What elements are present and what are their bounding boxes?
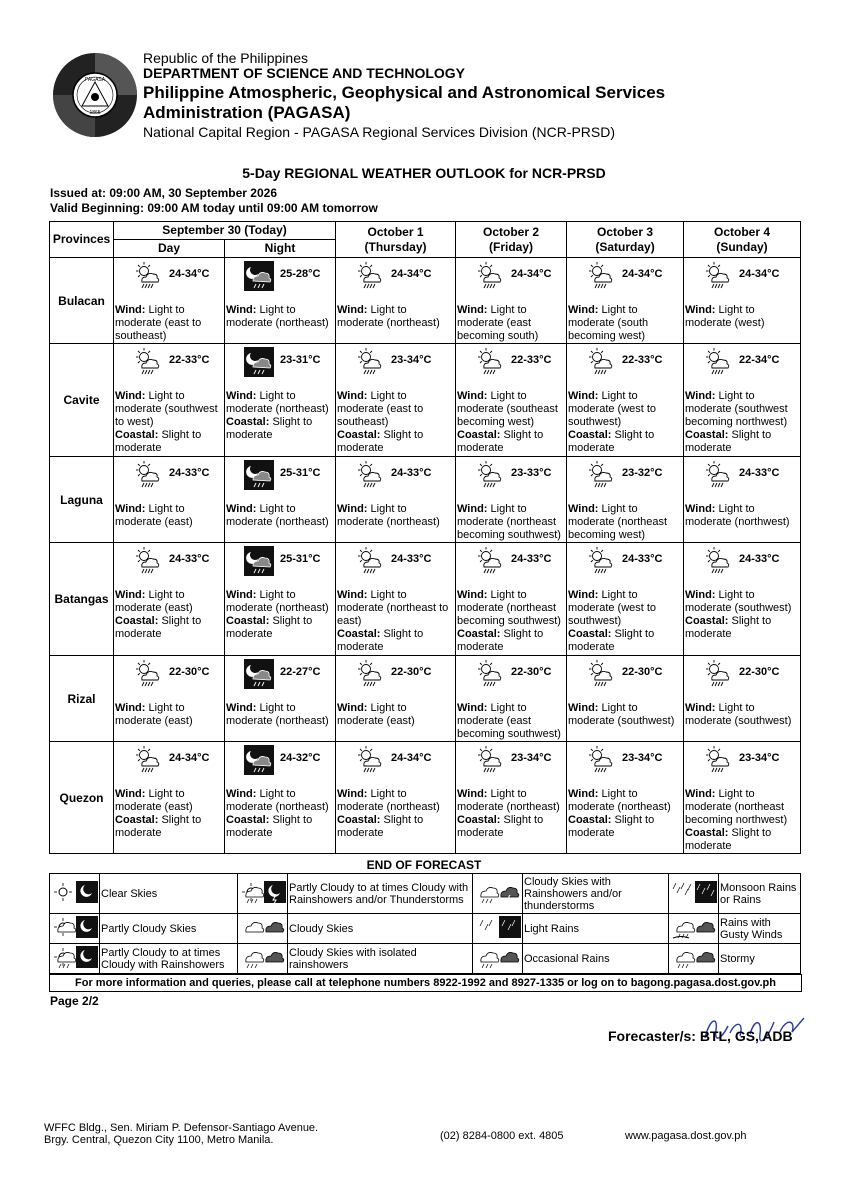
temperature: 23-34°C	[622, 752, 663, 764]
legend-row	[50, 874, 801, 914]
forecast-cell	[456, 457, 567, 543]
legend-table	[49, 873, 801, 974]
coastal-text: Coastal: Slight to moderate	[226, 814, 313, 839]
wind-text: Wind: Light to moderate (northeast)	[226, 702, 329, 727]
wind-text: Wind: Light to moderate (southwest)	[568, 702, 675, 727]
coastal-text: Coastal: Slight to moderate	[568, 429, 655, 454]
page-title: 5-Day REGIONAL WEATHER OUTLOOK for NCR-PRSD	[242, 165, 606, 181]
page-number: Page 2/2	[50, 994, 99, 1008]
header-republic: Republic of the Philippines	[143, 50, 308, 66]
coastal-text: Coastal: Slight to moderate	[337, 628, 424, 653]
temperature: 24-34°C	[169, 268, 210, 280]
coastal-text: Coastal: Slight to moderate	[685, 615, 772, 640]
coastal-text: Coastal: Slight to moderate	[685, 429, 772, 454]
forecast-cell	[336, 543, 456, 656]
temperature: 22-30°C	[391, 666, 432, 678]
coastal-text: Coastal: Slight to moderate	[226, 615, 313, 640]
forecast-cell	[225, 457, 336, 543]
wind-text: Wind: Light to moderate (northwest)	[685, 503, 790, 528]
temperature: 24-33°C	[169, 553, 210, 565]
coastal-text: Coastal: Slight to moderate	[568, 628, 655, 653]
wind-text: Wind: Light to moderate (east becoming southwest)	[457, 702, 561, 740]
wind-text: Wind: Light to moderate (northeast becoming west)	[568, 503, 668, 541]
forecast-cell	[456, 656, 567, 742]
forecast-cell	[114, 457, 225, 543]
legend-row	[50, 944, 801, 974]
temperature: 24-34°C	[511, 268, 552, 280]
wind-text: Wind: Light to moderate (northeast)	[226, 304, 329, 329]
wind-text: Wind: Light to moderate (southwest to west)	[115, 390, 218, 428]
rains-gusty-winds-icon	[669, 914, 719, 944]
legend-label: Partly Cloudy to at times Cloudy with Rainshowers and/or Thunderstorms	[288, 874, 473, 914]
partly-cloudy-thunderstorms-icon	[238, 874, 288, 914]
coastal-text: Coastal: Slight to moderate	[115, 814, 202, 839]
temperature: 22-33°C	[511, 354, 552, 366]
cloudy-rainshowers-thunderstorms-icon	[473, 874, 523, 914]
temperature: 23-34°C	[739, 752, 780, 764]
header-agency: Philippine Atmospheric, Geophysical and Astronomical Services Administration (PAGASA)	[143, 83, 666, 122]
temperature: 22-30°C	[739, 666, 780, 678]
svg-text:1865: 1865	[89, 110, 101, 116]
temperature: 23-32°C	[622, 467, 663, 479]
coastal-text: Coastal: Slight to moderate	[337, 814, 424, 839]
wind-text: Wind: Light to moderate (east)	[115, 589, 193, 614]
temperature: 22-33°C	[169, 354, 210, 366]
day-header-4: October 4 (Sunday)	[684, 222, 801, 258]
day-header-1: October 1 (Thursday)	[336, 222, 456, 258]
forecast-cell	[567, 258, 684, 344]
forecasters: Forecaster/s: BTL, GS, ADB	[608, 1028, 793, 1044]
coastal-text: Coastal: Slight to moderate	[337, 429, 424, 454]
wind-text: Wind: Light to moderate (east)	[337, 702, 415, 727]
cloudy-isolated-rainshowers-icon	[238, 944, 288, 974]
wind-text: Wind: Light to moderate (west to southwest)	[568, 589, 657, 627]
temperature: 24-33°C	[391, 553, 432, 565]
wind-text: Wind: Light to moderate (southwest)	[685, 589, 792, 614]
temperature: 24-33°C	[622, 553, 663, 565]
forecast-cell	[336, 258, 456, 344]
wind-text: Wind: Light to moderate (northeast becoming southwest)	[457, 589, 561, 627]
temperature: 23-34°C	[391, 354, 432, 366]
legend-label: Clear Skies	[100, 874, 238, 914]
wind-text: Wind: Light to moderate (east)	[115, 788, 193, 813]
wind-text: Wind: Light to moderate (northeast)	[337, 788, 440, 813]
legend-label: Cloudy Skies	[288, 914, 473, 944]
temperature: 22-34°C	[739, 354, 780, 366]
forecast-cell	[114, 344, 225, 457]
night-subheader: Night	[225, 240, 336, 258]
temperature: 22-30°C	[511, 666, 552, 678]
wind-text: Wind: Light to moderate (west to southwest)	[568, 390, 657, 428]
wind-text: Wind: Light to moderate (northeast)	[226, 503, 329, 528]
forecast-cell	[225, 258, 336, 344]
wind-text: Wind: Light to moderate (northeast)	[226, 390, 329, 415]
end-of-forecast: END OF FORECAST	[366, 858, 482, 872]
temperature: 23-34°C	[511, 752, 552, 764]
day-header-2: October 2 (Friday)	[456, 222, 567, 258]
wind-text: Wind: Light to moderate (east to southeast)	[337, 390, 424, 428]
coastal-text: Coastal: Slight to moderate	[115, 429, 202, 454]
wind-text: Wind: Light to moderate (east to southeast)	[115, 304, 202, 342]
wind-text: Wind: Light to moderate (northeast)	[568, 788, 671, 813]
temperature: 22-27°C	[280, 666, 321, 678]
province-row	[50, 457, 801, 543]
province-row	[50, 344, 801, 457]
forecast-cell	[225, 543, 336, 656]
wind-text: Wind: Light to moderate (northeast becoming southwest)	[457, 503, 561, 541]
provinces-header: Provinces	[50, 222, 114, 258]
temperature: 23-31°C	[280, 354, 321, 366]
forecast-cell	[456, 344, 567, 457]
province-name: Batangas	[50, 543, 114, 656]
issued-at: Issued at: 09:00 AM, 30 September 2026	[50, 186, 277, 200]
temperature: 24-33°C	[739, 467, 780, 479]
pagasa-logo	[52, 52, 138, 138]
legend-label: Rains with Gusty Winds	[719, 914, 801, 944]
partly-cloudy-icon	[50, 914, 100, 944]
legend-label: Light Rains	[523, 914, 669, 944]
forecast-cell	[114, 258, 225, 344]
forecast-cell	[684, 543, 801, 656]
occasional-rains-icon	[473, 944, 523, 974]
wind-text: Wind: Light to moderate (northeast)	[226, 788, 329, 813]
wind-text: Wind: Light to moderate (southwest)	[685, 702, 792, 727]
forecast-cell	[225, 344, 336, 457]
forecast-cell	[114, 656, 225, 742]
wind-text: Wind: Light to moderate (northeast becoming northwest)	[685, 788, 788, 826]
legend-label: Cloudy Skies with Rainshowers and/or thunderstorms	[523, 874, 669, 914]
forecast-cell	[114, 543, 225, 656]
forecast-cell	[114, 742, 225, 854]
forecast-cell	[456, 258, 567, 344]
today-header: September 30 (Today)	[114, 222, 336, 240]
temperature: 25-31°C	[280, 467, 321, 479]
partly-cloudy-rainshowers-icon	[50, 944, 100, 974]
forecast-cell	[567, 543, 684, 656]
temperature: 24-33°C	[391, 467, 432, 479]
wind-text: Wind: Light to moderate (northeast)	[226, 589, 329, 614]
coastal-text: Coastal: Slight to moderate	[457, 429, 544, 454]
wind-text: Wind: Light to moderate (southeast becoming west)	[457, 390, 558, 428]
temperature: 24-33°C	[169, 467, 210, 479]
forecast-cell	[336, 344, 456, 457]
forecast-table	[49, 221, 801, 854]
monsoon-rains-icon	[669, 874, 719, 914]
province-name: Bulacan	[50, 258, 114, 344]
wind-text: Wind: Light to moderate (northeast to east)	[337, 589, 449, 627]
temperature: 24-34°C	[622, 268, 663, 280]
forecast-cell	[567, 344, 684, 457]
wind-text: Wind: Light to moderate (east)	[115, 702, 193, 727]
coastal-text: Coastal: Slight to moderate	[226, 416, 313, 441]
wind-text: Wind: Light to moderate (northeast)	[337, 503, 440, 528]
temperature: 22-30°C	[169, 666, 210, 678]
info-line: For more information and queries, please call at telephone numbers 8922-1992 and 8927-1335 or log on to bagong.pagasa.dost.gov.ph	[49, 974, 802, 992]
temperature: 25-31°C	[280, 553, 321, 565]
forecast-cell	[684, 656, 801, 742]
light-rains-icon	[473, 914, 523, 944]
wind-text: Wind: Light to moderate (east)	[115, 503, 193, 528]
forecast-cell	[684, 457, 801, 543]
legend-label: Cloudy Skies with isolated rainshowers	[288, 944, 473, 974]
wind-text: Wind: Light to moderate (northeast)	[337, 304, 440, 329]
wind-text: Wind: Light to moderate (southwest becoming northwest)	[685, 390, 788, 428]
forecast-cell	[684, 258, 801, 344]
footer-phone: (02) 8284-0800 ext. 4805	[440, 1130, 564, 1142]
forecast-cell	[225, 656, 336, 742]
footer-address: WFFC Bldg., Sen. Miriam P. Defensor-Santiago Avenue. Brgy. Central, Quezon City 1100, Metro Manila.	[44, 1122, 319, 1146]
wind-text: Wind: Light to moderate (northeast)	[457, 788, 560, 813]
temperature: 24-34°C	[391, 268, 432, 280]
forecast-cell	[336, 457, 456, 543]
legend-label: Stormy	[719, 944, 801, 974]
forecast-cell	[567, 742, 684, 854]
province-name: Rizal	[50, 656, 114, 742]
temperature: 24-33°C	[511, 553, 552, 565]
footer-website[interactable]: www.pagasa.dost.gov.ph	[625, 1130, 747, 1142]
clear-skies-icon	[50, 874, 100, 914]
valid-beginning: Valid Beginning: 09:00 AM today until 09:00 AM tomorrow	[50, 201, 378, 215]
coastal-text: Coastal: Slight to moderate	[457, 628, 544, 653]
legend-row	[50, 914, 801, 944]
stormy-icon	[669, 944, 719, 974]
svg-text:PAGASA: PAGASA	[84, 77, 106, 83]
province-row	[50, 543, 801, 656]
cloudy-icon	[238, 914, 288, 944]
legend-label: Partly Cloudy Skies	[100, 914, 238, 944]
legend-label: Occasional Rains	[523, 944, 669, 974]
header-department: DEPARTMENT OF SCIENCE AND TECHNOLOGY	[143, 65, 466, 81]
temperature: 22-30°C	[622, 666, 663, 678]
forecast-cell	[567, 656, 684, 742]
forecast-cell	[456, 543, 567, 656]
temperature: 25-28°C	[280, 268, 321, 280]
legend-label: Partly Cloudy to at times Cloudy with Rainshowers	[100, 944, 238, 974]
coastal-text: Coastal: Slight to moderate	[115, 615, 202, 640]
province-row	[50, 742, 801, 854]
temperature: 24-34°C	[169, 752, 210, 764]
province-row	[50, 656, 801, 742]
forecast-cell	[684, 742, 801, 854]
temperature: 24-34°C	[739, 268, 780, 280]
forecast-cell	[684, 344, 801, 457]
coastal-text: Coastal: Slight to moderate	[457, 814, 544, 839]
day-subheader: Day	[114, 240, 225, 258]
temperature: 23-33°C	[511, 467, 552, 479]
province-row	[50, 258, 801, 344]
forecast-cell	[456, 742, 567, 854]
province-name: Quezon	[50, 742, 114, 854]
province-name: Laguna	[50, 457, 114, 543]
temperature: 24-33°C	[739, 553, 780, 565]
header-region: National Capital Region - PAGASA Regional Services Division (NCR-PRSD)	[143, 124, 616, 140]
coastal-text: Coastal: Slight to moderate	[685, 827, 772, 852]
temperature: 24-32°C	[280, 752, 321, 764]
coastal-text: Coastal: Slight to moderate	[568, 814, 655, 839]
province-name: Cavite	[50, 344, 114, 457]
wind-text: Wind: Light to moderate (west)	[685, 304, 765, 329]
forecast-cell	[336, 742, 456, 854]
forecast-cell	[225, 742, 336, 854]
temperature: 24-34°C	[391, 752, 432, 764]
forecast-cell	[567, 457, 684, 543]
wind-text: Wind: Light to moderate (south becoming west)	[568, 304, 649, 342]
legend-label: Monsoon Rains or Rains	[719, 874, 801, 914]
wind-text: Wind: Light to moderate (east becoming south)	[457, 304, 539, 342]
temperature: 22-33°C	[622, 354, 663, 366]
day-header-3: October 3 (Saturday)	[567, 222, 684, 258]
forecast-cell	[336, 656, 456, 742]
